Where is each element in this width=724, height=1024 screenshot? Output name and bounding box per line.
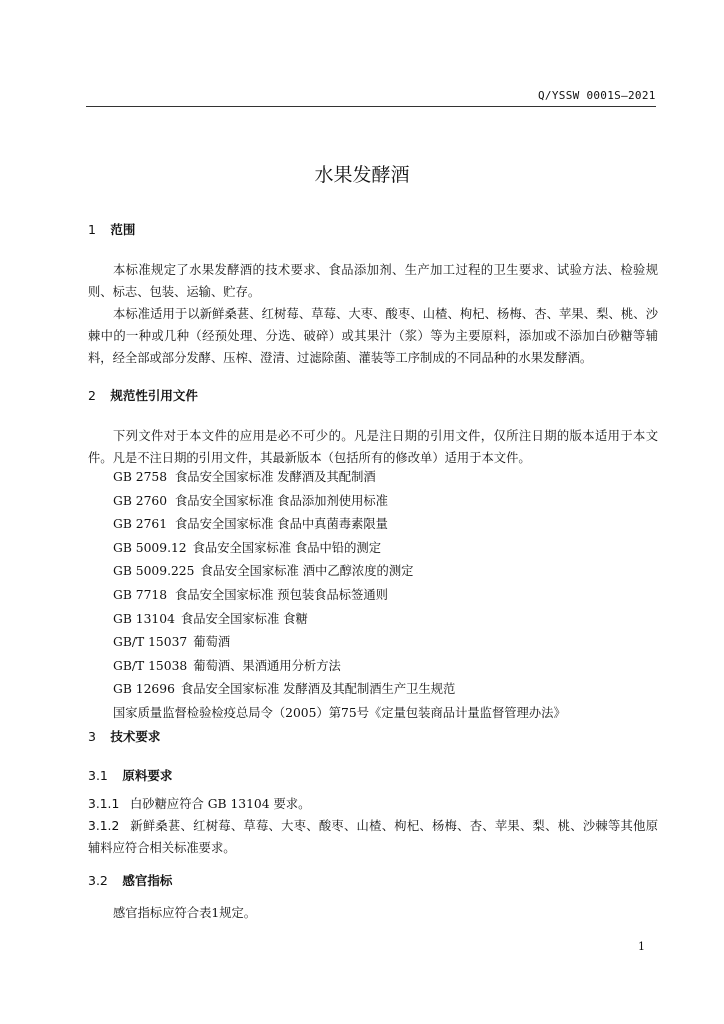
- sensory-paragraph: 感官指标应符合表1规定。: [113, 906, 257, 920]
- section-number: 3: [88, 729, 96, 744]
- reference-item: [113, 490, 658, 514]
- clause-3-1-2: [88, 815, 658, 859]
- subsection-3-1-heading: [88, 766, 172, 784]
- section-number: 1: [88, 222, 96, 237]
- section-title: 范围: [110, 222, 136, 237]
- subsection-3-2-heading: [88, 871, 172, 889]
- reference-item: [113, 631, 658, 655]
- reference-title: 食品安全国家标准 预包装食品标签通则: [175, 587, 388, 602]
- subsection-title: 感官指标: [122, 873, 173, 888]
- reference-code: GB 2760: [113, 493, 168, 508]
- reference-item: [113, 608, 658, 632]
- header-rule: [86, 106, 656, 107]
- clause-3-1-1: [88, 793, 658, 815]
- reference-item: [113, 560, 658, 584]
- reference-title: 食品安全国家标准 发酵酒及其配制酒生产卫生规范: [180, 682, 456, 697]
- reference-code: GB/T 15038: [113, 658, 188, 673]
- reference-code: GB 2758: [113, 470, 168, 484]
- reference-code: GB 2761: [113, 517, 168, 532]
- clause-number: 3.1.1: [88, 797, 120, 811]
- section-2-heading: [88, 386, 198, 404]
- reference-title: 葡萄酒: [193, 635, 231, 650]
- reference-title: 食品安全国家标准 食品中真菌毒素限量: [175, 517, 388, 532]
- reference-item: [113, 655, 658, 679]
- scope-paragraph-2: 本标准适用于以新鲜桑葚、红树莓、草莓、大枣、酸枣、山楂、枸杞、杨梅、杏、苹果、梨、桃、沙棘中的一种或几种（经预处理、分选、破碎）或其果汁（浆）等为主要原料，添加或不添加白砂糖等辅料，经全部或部分发酵、压榨、澄清、过滤除菌、灌装等工序制成的不同品种的水果发酵酒。: [88, 307, 658, 365]
- section-title: 规范性引用文件: [110, 388, 198, 403]
- clause-text: 新鲜桑葚、红树莓、草莓、大枣、酸枣、山楂、枸杞、杨梅、杏、苹果、梨、桃、沙棘等其他原辅料应符合相关标准要求。: [88, 819, 658, 855]
- section-3-heading: [88, 727, 160, 745]
- reference-code: GB 5009.225: [113, 564, 195, 579]
- reference-title: 食品安全国家标准 食糖: [180, 611, 308, 626]
- reference-code: GB 5009.12: [113, 540, 187, 555]
- reference-code: GB 7718: [113, 587, 168, 602]
- scope-paragraph-1: 本标准规定了水果发酵酒的技术要求、食品添加剂、生产加工过程的卫生要求、试验方法、检验规则、标志、包装、运输、贮存。: [88, 263, 658, 299]
- page-number: 1: [638, 940, 645, 953]
- clause-text: 白砂糖应符合 GB 13104 要求。: [130, 797, 311, 811]
- subsection-number: 3.2: [88, 873, 108, 888]
- section-1-heading: [88, 220, 135, 238]
- references-intro: 下列文件对于本文件的应用是必不可少的。凡是注日期的引用文件，仅所注日期的版本适用于本文件。凡是不注日期的引用文件，其最新版本（包括所有的修改单）适用于本文件。: [88, 429, 658, 465]
- reference-decree: 国家质量监督检验检疫总局令（2005）第75号《定量包装商品计量监督管理办法》: [113, 705, 566, 720]
- reference-title: 葡萄酒、果酒通用分析方法: [193, 658, 341, 673]
- subsection-number: 3.1: [88, 768, 108, 783]
- reference-list: [113, 466, 658, 726]
- subsection-title: 原料要求: [122, 768, 173, 783]
- reference-code: GB 13104: [113, 611, 175, 626]
- clause-number: 3.1.2: [88, 819, 120, 833]
- standard-code: Q/YSSW 0001S—2021: [538, 89, 656, 102]
- reference-item: [113, 537, 658, 561]
- reference-title: 食品安全国家标准 发酵酒及其配制酒: [175, 470, 376, 484]
- reference-item: [113, 466, 658, 490]
- document-title: 水果发酵酒: [314, 164, 410, 186]
- reference-code: GB/T 15037: [113, 635, 188, 650]
- reference-item: [113, 678, 658, 702]
- reference-item: [113, 584, 658, 608]
- reference-code: GB 12696: [113, 682, 175, 697]
- section-title: 技术要求: [110, 729, 161, 744]
- reference-item: [113, 513, 658, 537]
- section-number: 2: [88, 388, 96, 403]
- reference-title: 食品安全国家标准 食品添加剂使用标准: [175, 493, 388, 508]
- reference-title: 食品安全国家标准 食品中铅的测定: [192, 540, 381, 555]
- reference-title: 食品安全国家标准 酒中乙醇浓度的测定: [200, 564, 414, 579]
